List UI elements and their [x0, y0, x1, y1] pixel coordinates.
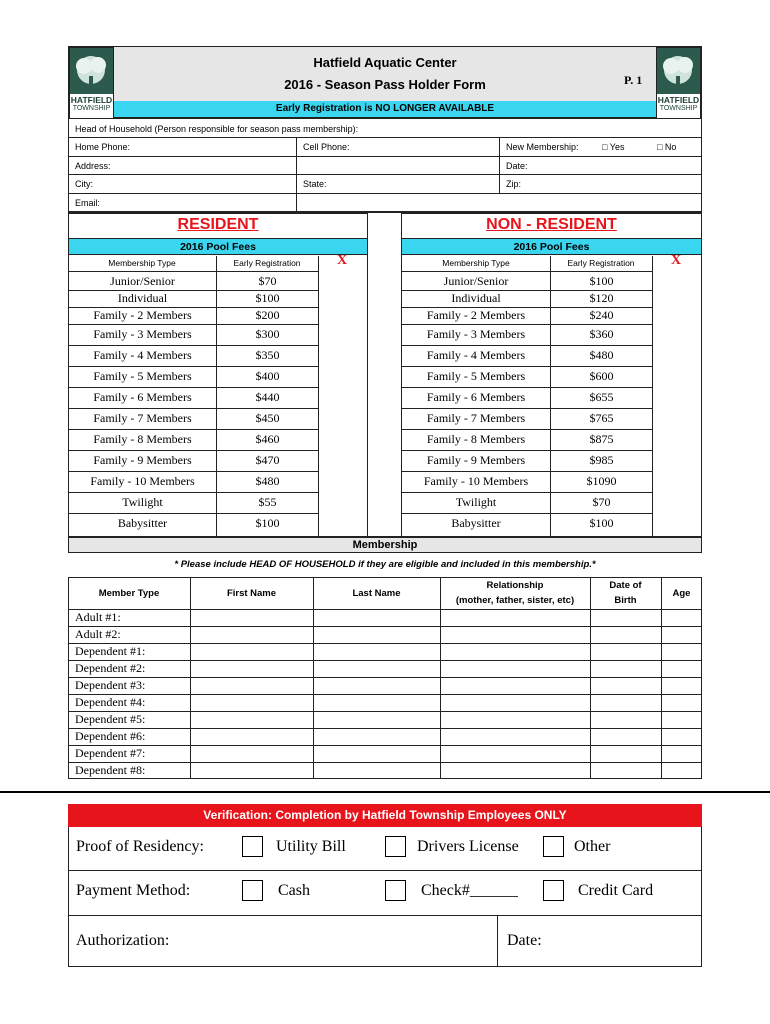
nonresident-membership-type: Family - 7 Members	[426, 411, 526, 425]
credit-card-label: Credit Card	[578, 882, 654, 899]
credit-card-checkbox[interactable]	[543, 880, 564, 901]
date-field[interactable]: Date:	[506, 161, 528, 171]
tree-icon	[657, 48, 700, 94]
resident-price: $480	[255, 474, 280, 488]
resident-price: $470	[255, 453, 280, 467]
resident-membership-type: Family - 2 Members	[93, 308, 192, 322]
logo-sub: TOWNSHIP	[72, 105, 111, 112]
nonresident-fees-title: 2016 Pool Fees	[402, 238, 701, 255]
nonresident-price: $875	[589, 432, 614, 446]
nonresident-membership-type: Individual	[451, 291, 501, 305]
resident-col-early: Early Registration	[233, 258, 301, 268]
resident-title: RESIDENT	[177, 216, 259, 233]
new-membership-yes[interactable]: □ Yes	[602, 142, 625, 152]
check-label: Check#______	[421, 882, 518, 899]
resident-price: $450	[255, 411, 280, 425]
member-row[interactable]	[68, 728, 702, 745]
member-type-label: Dependent #4:	[75, 695, 146, 709]
member-type-label: Dependent #6:	[75, 729, 146, 743]
member-row[interactable]	[68, 660, 702, 677]
hatfield-logo-left	[69, 47, 114, 117]
nonresident-price: $100	[589, 516, 614, 530]
resident-price: $100	[255, 291, 280, 305]
resident-price: $350	[255, 348, 280, 362]
nonresident-price: $70	[592, 495, 611, 509]
resident-membership-type: Family - 3 Members	[93, 327, 192, 341]
nonresident-membership-type: Family - 10 Members	[423, 474, 529, 488]
member-type-label: Dependent #5:	[75, 712, 146, 726]
verification-date-field[interactable]: Date:	[507, 932, 542, 949]
member-row[interactable]	[68, 609, 702, 626]
other-label: Other	[574, 838, 611, 855]
nonresident-membership-type: Family - 8 Members	[426, 432, 526, 446]
other-checkbox[interactable]	[543, 836, 564, 857]
utility-bill-label: Utility Bill	[276, 838, 346, 855]
nonresident-price: $480	[589, 348, 614, 362]
tree-icon	[70, 48, 113, 94]
nonresident-price: $360	[589, 327, 614, 341]
nonresident-price: $100	[589, 274, 614, 288]
authorization-field[interactable]: Authorization:	[76, 932, 170, 949]
nonresident-title: NON - RESIDENT	[486, 216, 617, 233]
form-title: Hatfield Aquatic Center	[313, 55, 457, 70]
new-membership-no[interactable]: □ No	[657, 142, 677, 152]
resident-membership-type: Family - 8 Members	[93, 432, 192, 446]
resident-membership-type: Family - 4 Members	[93, 348, 192, 362]
verification-title: Verification: Completion by Hatfield Township Employees ONLY	[68, 804, 702, 827]
resident-membership-type: Family - 5 Members	[93, 369, 192, 383]
resident-price: $300	[255, 327, 280, 341]
nonresident-membership-type: Family - 3 Members	[426, 327, 526, 341]
cash-label: Cash	[278, 882, 310, 899]
nonresident-price: $655	[589, 390, 614, 404]
state-field[interactable]: State:	[303, 179, 327, 189]
cell-phone-field[interactable]: Cell Phone:	[303, 142, 350, 152]
nonresident-col-type: Membership Type	[442, 258, 510, 268]
col-relationship-sub: (mother, father, sister, etc)	[455, 595, 575, 606]
resident-col-type: Membership Type	[108, 258, 176, 268]
logo-name: HATFIELD	[70, 95, 113, 105]
member-type-label: Adult #2:	[75, 627, 121, 641]
residency-label: Proof of Residency:	[76, 838, 204, 855]
logo-sub: TOWNSHIP	[659, 105, 698, 112]
nonresident-price: $765	[589, 411, 614, 425]
col-dob-1: Date of	[609, 580, 642, 591]
member-type-label: Dependent #8:	[75, 763, 146, 777]
nonresident-price: $985	[589, 453, 614, 467]
membership-title: Membership	[68, 537, 702, 553]
resident-price: $400	[255, 369, 280, 383]
resident-price: $200	[255, 308, 280, 322]
resident-price: $100	[255, 516, 280, 530]
resident-membership-type: Twilight	[122, 495, 163, 509]
resident-price: $440	[255, 390, 280, 404]
member-row[interactable]	[68, 677, 702, 694]
cash-checkbox[interactable]	[242, 880, 263, 901]
zip-field[interactable]: Zip:	[506, 179, 522, 189]
member-row[interactable]	[68, 745, 702, 762]
page-number: P. 1	[624, 73, 643, 87]
drivers-license-checkbox[interactable]	[385, 836, 406, 857]
logo-name: HATFIELD	[657, 95, 700, 105]
early-registration-banner: Early Registration is NO LONGER AVAILABLE	[114, 101, 656, 117]
member-row[interactable]	[68, 711, 702, 728]
resident-membership-type: Family - 7 Members	[93, 411, 192, 425]
resident-price: $55	[258, 495, 277, 509]
resident-mark: X	[336, 253, 348, 268]
resident-membership-type: Junior/Senior	[110, 274, 175, 288]
payment-label: Payment Method:	[76, 882, 191, 899]
utility-bill-checkbox[interactable]	[242, 836, 263, 857]
col-relationship: Relationship	[486, 580, 544, 591]
head-of-household-label: Head of Household (Person responsible for season pass membership):	[75, 124, 359, 134]
nonresident-membership-type: Junior/Senior	[443, 274, 509, 288]
resident-price: $70	[258, 274, 277, 288]
new-membership-label: New Membership:	[506, 142, 579, 152]
nonresident-mark: X	[670, 253, 682, 268]
resident-membership-type: Individual	[117, 291, 168, 305]
member-type-label: Adult #1:	[75, 610, 121, 624]
nonresident-membership-type: Babysitter	[451, 516, 501, 530]
col-member-type: Member Type	[98, 588, 160, 599]
address-field[interactable]: Address:	[75, 161, 111, 171]
form-subtitle: 2016 - Season Pass Holder Form	[284, 77, 486, 92]
col-age: Age	[672, 588, 691, 599]
resident-membership-type: Family - 9 Members	[93, 453, 192, 467]
nonresident-price: $240	[589, 308, 614, 322]
nonresident-membership-type: Family - 9 Members	[426, 453, 526, 467]
section-divider	[0, 791, 770, 793]
drivers-license-label: Drivers License	[417, 838, 519, 855]
nonresident-membership-type: Family - 2 Members	[426, 308, 526, 322]
check-checkbox[interactable]	[385, 880, 406, 901]
resident-membership-type: Family - 6 Members	[93, 390, 192, 404]
member-type-label: Dependent #3:	[75, 678, 146, 692]
email-field[interactable]: Email:	[75, 198, 101, 208]
member-row[interactable]	[68, 762, 702, 779]
resident-fees-title: 2016 Pool Fees	[69, 238, 367, 255]
nonresident-price: $600	[589, 369, 614, 383]
nonresident-membership-type: Family - 4 Members	[426, 348, 526, 362]
member-type-label: Dependent #2:	[75, 661, 146, 675]
resident-membership-type: Family - 10 Members	[90, 474, 195, 488]
col-dob-2: Birth	[614, 595, 637, 606]
resident-price: $460	[255, 432, 280, 446]
member-row[interactable]	[68, 626, 702, 643]
col-first-name: First Name	[226, 588, 277, 599]
nonresident-col-early: Early Registration	[567, 258, 635, 268]
membership-note: * Please include HEAD OF HOUSEHOLD if they are eligible and included in this membership.*	[174, 559, 596, 570]
col-last-name: Last Name	[352, 588, 401, 599]
home-phone-field[interactable]: Home Phone:	[75, 142, 131, 152]
resident-membership-type: Babysitter	[117, 516, 168, 530]
hatfield-logo-right	[656, 47, 701, 117]
nonresident-price: $120	[589, 291, 614, 305]
nonresident-price: $1090	[586, 474, 617, 488]
nonresident-membership-type: Family - 6 Members	[426, 390, 526, 404]
member-row[interactable]	[68, 694, 702, 711]
nonresident-membership-type: Family - 5 Members	[426, 369, 526, 383]
nonresident-membership-type: Twilight	[455, 495, 497, 509]
member-row[interactable]	[68, 643, 702, 660]
member-type-label: Dependent #1:	[75, 644, 146, 658]
city-field[interactable]: City:	[75, 179, 93, 189]
member-type-label: Dependent #7:	[75, 746, 146, 760]
